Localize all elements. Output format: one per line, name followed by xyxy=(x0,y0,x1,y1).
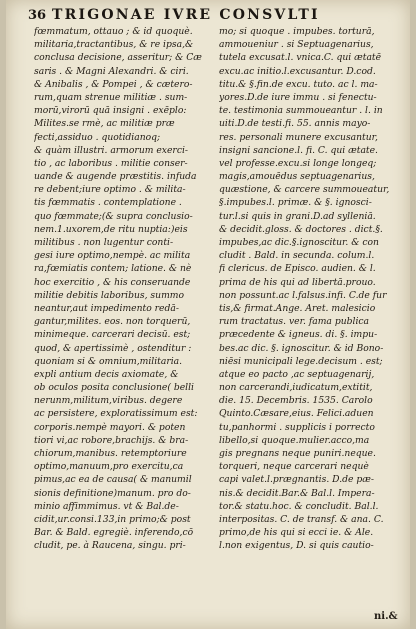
catchword: ni.& xyxy=(374,611,398,622)
text-line: minio affimmimus. vt & Bal.de- xyxy=(34,500,179,512)
text-line: te. testimonia summoueantur . l. in xyxy=(219,105,383,117)
text-line: tutela excusat.l. vnica.C. qui ætatē xyxy=(219,52,382,64)
text-line: excu.ac initio.l.excusantur. D.cod. xyxy=(219,65,376,77)
text-line: tu,panhormi . supplicis i porrecto xyxy=(219,421,375,433)
text-line: titu.& §.fin.de excu. tuto. ac l. ma- xyxy=(219,78,378,90)
text-line: nerunm,militum,viribus. degere xyxy=(34,395,183,407)
text-line: cludit, pe. à Raucena, singu. pri- xyxy=(34,540,186,552)
left-text-column xyxy=(34,25,215,553)
text-line: prima de his qui ad libertā.prouo. xyxy=(219,276,376,288)
text-line: optimo,manuum,pro exercitu,ca xyxy=(34,461,184,473)
text-line: pimus,ac ea de causa( & manumil xyxy=(34,474,192,486)
text-line: neantur,aut impedimento redā- xyxy=(34,302,179,314)
text-line: l.non exigentus, D. si quis cautio- xyxy=(219,540,374,552)
text-line: militibus . non lugentur conti- xyxy=(34,237,174,248)
text-line: uande & augende præstitis. infuda xyxy=(34,171,197,183)
text-line: tur.l.si quis in grani.D.ad sylleniā. xyxy=(219,210,376,222)
text-line: quoniam si & omnium,militaria. xyxy=(34,355,183,367)
running-header xyxy=(28,4,408,26)
page-number: 36 xyxy=(28,7,47,23)
text-line: non possunt.ac l.falsus.infi. C.de fur xyxy=(219,289,387,301)
text-line: yores.D.de iure immu . si fenectu- xyxy=(219,91,377,103)
text-line: tor.& statu.hoc. & concludit. Bal.l. xyxy=(219,500,379,512)
text-line: bes.ac dic. §. ignoscitur. & id Bono- xyxy=(219,342,384,354)
text-line: conclusa decisione, asseritur; & Cæ xyxy=(34,52,202,64)
text-line: re debent;iure optimo . & milita- xyxy=(34,184,186,196)
text-line: insigni sancione.l. fi. C. qui ætate. xyxy=(219,144,378,156)
text-line: tio , ac laboribus . militie conser- xyxy=(34,157,188,169)
text-line: & Anibalis , & Pompei , & cætero- xyxy=(34,78,193,90)
text-line: fi clericus. de Episco. audien. & l. xyxy=(219,263,376,275)
text-line: non carcerandi,iudicatum,extitit, xyxy=(219,382,373,394)
text-line: sionis definitione)manum. pro do- xyxy=(34,487,191,499)
running-title: TRIGONAE IVRE CONSVLTI xyxy=(52,7,320,23)
text-line: rum tractatus. ver. fama publica xyxy=(219,316,369,328)
text-line: expli antium decis axiomate, & xyxy=(34,368,179,380)
text-line: ra,fœmiatis contem; latione. & nè xyxy=(34,263,192,275)
text-line: tis fœmmatis . contemplatione . xyxy=(34,197,182,209)
text-line: & quàm illustri. armorum exerci- xyxy=(34,144,189,156)
text-line: ammoueniur . si Septuagenarius, xyxy=(219,39,374,51)
text-line: atque eo pacto ,ac septuagenarij, xyxy=(219,368,375,380)
text-line: mo; si quoque . impubes. torturā, xyxy=(219,26,375,37)
text-line: gesi iure optimo,nempè. ac milita xyxy=(34,250,191,262)
text-line: saris . & Magni Alexandri. & ciri. xyxy=(34,65,189,77)
text-line: niēsi municipali lege.decisum . est; xyxy=(219,355,383,367)
text-line: §.impubes.l. primæ. & §. ignosci- xyxy=(219,197,372,209)
text-line: res. personali munere excusantur, xyxy=(219,131,378,143)
text-line: rum,quam strenue militiæ . sum- xyxy=(34,91,188,103)
text-line: hoc exercitio , & his conseruande xyxy=(34,276,191,288)
text-line: & decidit.gloss. & doctores . dict.§. xyxy=(219,223,383,235)
text-line: minimeque. carcerari decisū. est; xyxy=(34,329,191,341)
text-line: tis,& firmat.Ange. Aret. malesicio xyxy=(219,302,376,314)
text-line: chiorum,manibus. retemptoriure xyxy=(34,448,187,459)
text-line: Bar. & Bald. egregiè. inferendo,cō xyxy=(34,527,194,539)
text-line: torqueri, neque carcerari nequè xyxy=(219,461,369,473)
text-line: uiti.D.de testi.fi. 55. annis mayo- xyxy=(219,118,371,130)
text-line: præcedente & igneus. di. §. impu- xyxy=(219,329,378,341)
text-line: magis,amouēdus septuagenarius, xyxy=(219,171,375,183)
text-line: libello,si quoque.mulier.acco,ma xyxy=(219,434,370,446)
text-line: tiori vi,ac robore,brachijs. & bra- xyxy=(34,434,189,446)
text-line: ac persistere, exploratissimum est: xyxy=(34,408,198,420)
text-line: nem.1.uxorem,de ritu nuptia:)eis xyxy=(34,223,188,235)
text-line: gis pregnans neque puniri.neque. xyxy=(219,448,376,459)
right-text-column xyxy=(219,25,407,553)
text-line: militie debitis laboribus, summo xyxy=(34,289,185,301)
text-line: vel professe.excu.si longe longeq; xyxy=(219,157,377,169)
text-line: capi valet.l.prægnantis. D.de pæ- xyxy=(219,474,374,486)
text-line: Milites.se rmè, ac militiæ præ xyxy=(34,118,175,130)
text-line: quæstione, & carcere summoueatur, xyxy=(219,184,390,196)
text-line: interpositas. C. de transf. & ana. C. xyxy=(219,513,384,525)
text-line: cludit . Bald. in secunda. colum.l. xyxy=(219,250,375,262)
text-line: impubes,ac dic.§.ignoscitur. & con xyxy=(219,237,379,248)
text-line: morū,virorū quā insigni . exēplo: xyxy=(34,105,187,117)
text-line: militaria,tractantibus, & re ipsa,& xyxy=(34,39,194,51)
text-line: ob oculos posita conclusione( belli xyxy=(34,382,194,394)
text-line: nis.& decidit.Bar.& Bal.l. Impera- xyxy=(219,487,375,499)
book-page xyxy=(6,0,410,629)
text-line: quo fœmmate;(& supra conclusio- xyxy=(34,210,193,222)
text-line: fecti,assiduo . quotidianoq; xyxy=(34,131,161,143)
text-line: cidit,ur.consi.133,in primo;& post xyxy=(34,513,191,525)
text-line: primo,de his qui si ecci ie. & Ale. xyxy=(219,527,374,539)
text-line: die. 15. Decembris. 1535. Carolo xyxy=(219,395,373,407)
text-line: quod, & apertissimè , ostenditur : xyxy=(34,342,192,354)
text-line: Quinto.Cæsare,eius. Felici.aduen xyxy=(219,408,374,420)
text-line: gantur,milites. eos. non torquerū, xyxy=(34,316,191,328)
text-line: fœmmatum, ottauo ; & id quoquè. xyxy=(34,26,193,37)
text-line: corporis.nempè mayori. & poten xyxy=(34,421,186,433)
